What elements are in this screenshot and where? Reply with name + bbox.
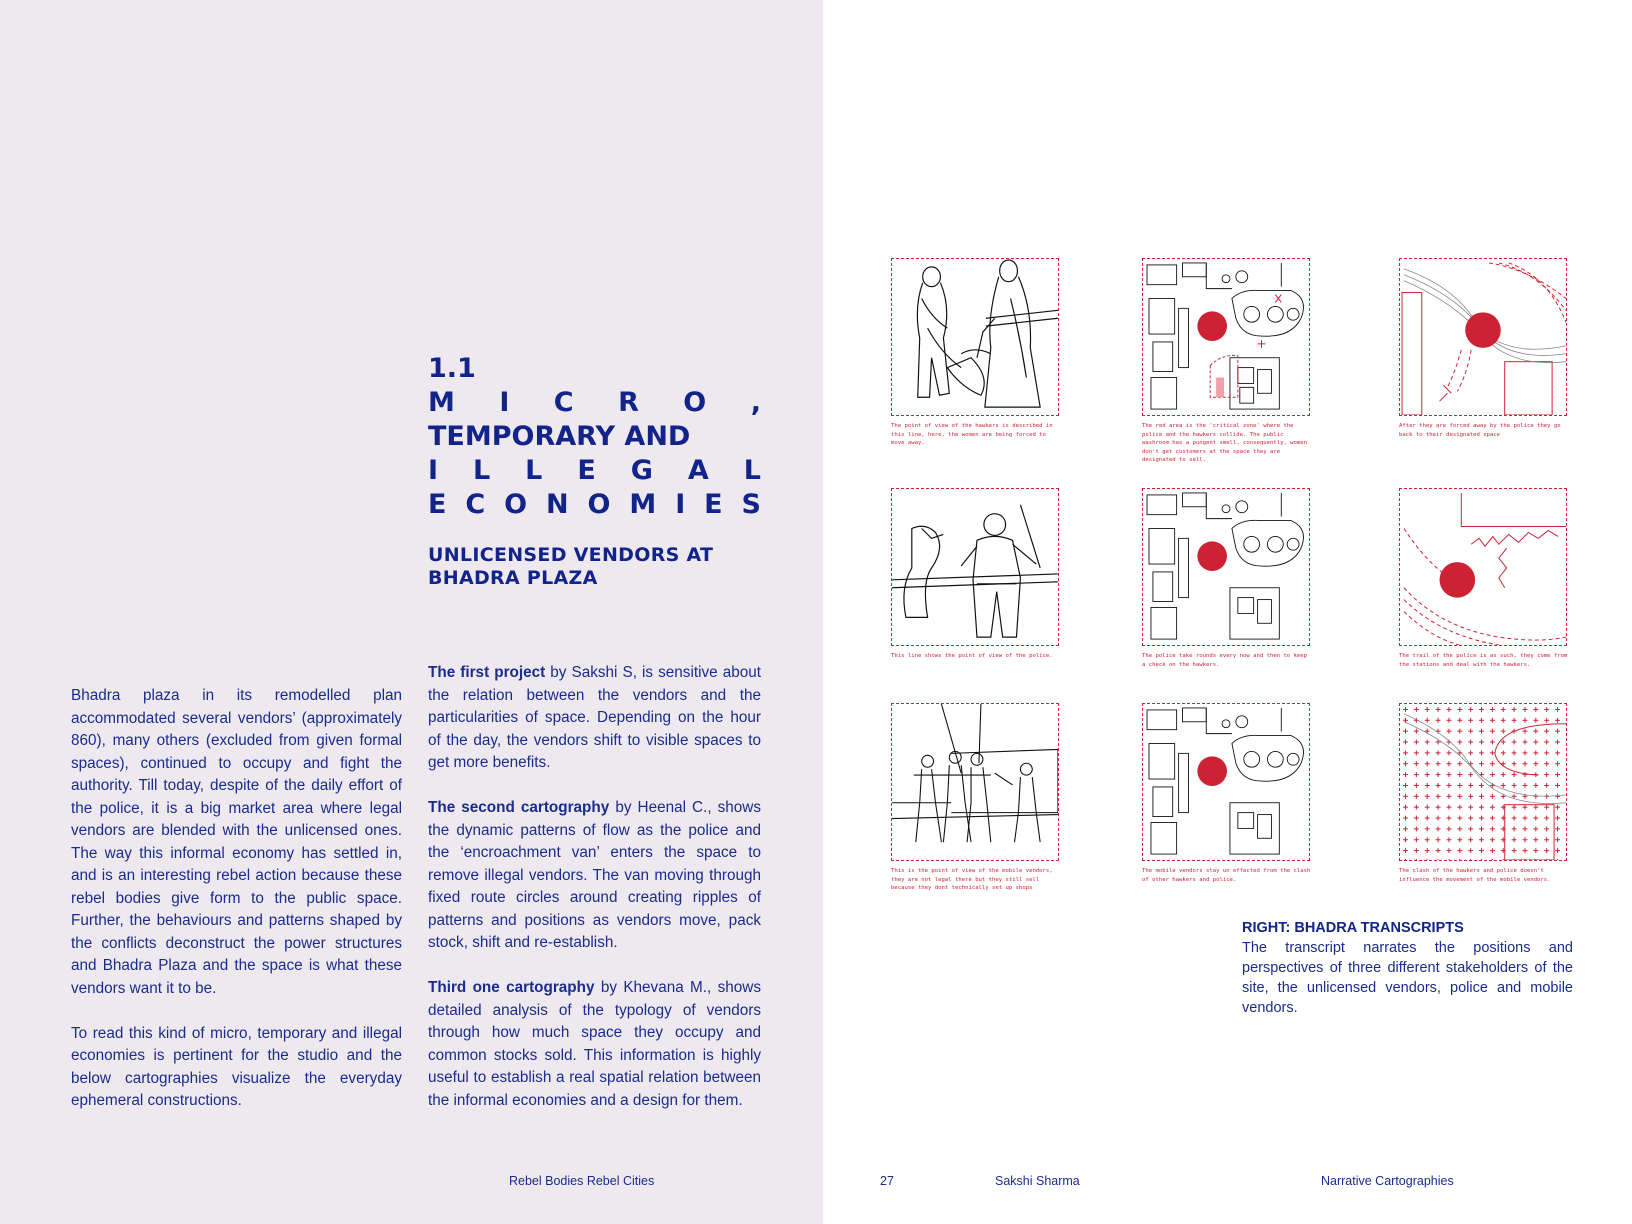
project-text: by Sakshi S, is sensitive about the relation between the vendors and the particularities of space. Depending on the hour of the day, the vendors shift to visible spaces to get more benefits. <box>428 664 761 771</box>
movement-diagram <box>1400 259 1566 415</box>
mobile-vendors-illustration <box>892 704 1058 860</box>
title-letter: I <box>499 387 510 418</box>
pattern-diagram <box>1400 704 1566 860</box>
title-letter: R <box>618 387 639 418</box>
chapter-number: 1.1 <box>428 353 476 384</box>
title-letter: , <box>750 387 761 418</box>
transcript-cell-8 <box>1142 703 1310 884</box>
project-paragraph-1 <box>428 662 761 775</box>
transcript-body: The transcript narrates the positions and perspectives of three different stakeholders of the site, the unlicensed vendors, police and mobile vendors. <box>1242 940 1573 1016</box>
transcript-heading: RIGHT: BHADRA TRANSCRIPTS <box>1242 920 1464 936</box>
site-plan-map <box>1143 259 1309 415</box>
intro-paragraph-1: Bhadra plaza in its remodelled plan accommodated several vendors’ (approximately 860), many others (excluded from given formal spaces), continued to occupy and fight the authority. Till today, despite of the daily effort of the police, it is a big market area where legal vendors are blended with the unlicensed ones. The way this informal economy has settled in, and is an interesting rebel action because these rebel bodies give form to the public space. Further, the behaviours and patterns shaped by the conflicts deconstruct the power structures and Bhadra Plaza and the space is what these vendors want it to be. <box>71 687 402 997</box>
trail-caption: The trail of the police is as such, they come from the stations and deal with the hawkers. <box>1399 653 1568 668</box>
project-paragraph-2 <box>428 797 761 955</box>
police-trail-map <box>1399 488 1567 646</box>
project-paragraph-3 <box>428 977 761 1112</box>
women-vendors-illustration <box>892 259 1058 415</box>
mobile-map-caption: The mobile vendors stay un effected from the clash of other hawkers and police. <box>1142 868 1311 883</box>
title-line-3 <box>428 454 761 488</box>
left-footer: Rebel Bodies Rebel Cities <box>509 1174 655 1188</box>
title-letter: M <box>428 387 455 418</box>
section-name: Narrative Cartographies <box>1321 1174 1454 1188</box>
vendors-sketch <box>891 258 1059 416</box>
project-lead: Third one cartography <box>428 979 595 996</box>
mobile-vendors-sketch <box>891 703 1059 861</box>
title-letter: G <box>630 455 653 486</box>
transcript-cell-2 <box>1142 258 1310 465</box>
map-caption: The red area is the 'critical zone' where the police and the hawkers collide. The public washroom has a pungent smell, consequently, women don't get customers at the space they are designated to sell. <box>1142 423 1308 463</box>
project-text: by Heenal C., shows the dynamic patterns of flow as the police and the ‘encroachment van’ enters the space to remove illegal vendors. The van moving through fixed route circles around creating ripples of patterns and positions as vendors move, pack stock, shift and re-establish. <box>428 799 761 951</box>
right-page <box>823 0 1632 1224</box>
title-line-4 <box>428 488 761 522</box>
site-plan-map <box>1143 489 1309 645</box>
critical-zone-map <box>1142 258 1310 416</box>
transcript-note <box>1242 918 1573 1018</box>
transcript-cell-7 <box>891 703 1059 893</box>
movement-pattern-map <box>1399 703 1567 861</box>
title-letter: I <box>428 455 439 486</box>
project-lead: The first project <box>428 664 546 681</box>
title-line-1 <box>428 386 761 420</box>
title-letter: O <box>683 387 707 418</box>
police-sketch <box>891 488 1059 646</box>
police-rounds-map <box>1142 488 1310 646</box>
chapter-title <box>428 386 761 522</box>
mobile-caption: This is the point of view of the mobile vendors, they are not legal there but they still sell because they dont technically set up shops <box>891 868 1053 891</box>
retreat-path-map <box>1399 258 1567 416</box>
author-name: Sakshi Sharma <box>995 1174 1080 1188</box>
site-plan-map <box>1143 704 1309 860</box>
trail-diagram <box>1400 489 1566 645</box>
title-letter: L <box>525 455 543 486</box>
mobile-vendors-map <box>1142 703 1310 861</box>
chapter-heading <box>428 352 761 590</box>
title-letter: O <box>504 489 528 520</box>
projects-column <box>428 662 761 1135</box>
rounds-caption: The police take rounds every now and then to keep a check on the hawkers. <box>1142 653 1308 668</box>
title-letter: E <box>577 455 596 486</box>
title-letter: C <box>465 489 486 520</box>
title-line-2 <box>428 420 761 454</box>
title-letter: L <box>473 455 491 486</box>
title-letter: O <box>587 489 611 520</box>
title-words: TEMPORARY AND <box>428 421 691 452</box>
page-number: 27 <box>880 1174 894 1188</box>
retreat-caption: After they are forced away by the police they go back to their designated space <box>1399 423 1561 438</box>
intro-paragraph-2: To read this kind of micro, temporary and illegal economies is pertinent for the studio and the below cartographies visualize the everyday ephemeral constructions. <box>71 1024 402 1109</box>
project-text: by Khevana M., shows detailed analysis of the typology of vendors through how much space they occupy and common stocks sold. This information is highly useful to establish a real spatial relation between the informal economies and a design for them. <box>428 979 761 1109</box>
title-letter: L <box>743 455 761 486</box>
title-letter: N <box>546 489 569 520</box>
transcript-cell-6 <box>1399 488 1567 669</box>
transcript-cell-3 <box>1399 258 1567 439</box>
title-letter: I <box>675 489 686 520</box>
pattern-caption: The clash of the hawkers and police doesn't influence the movement of the mobile vendors. <box>1399 868 1551 883</box>
transcript-cell-4 <box>891 488 1059 661</box>
police-illustration <box>892 489 1058 645</box>
transcript-cell-5 <box>1142 488 1310 669</box>
intro-column <box>71 685 402 1135</box>
title-letter: E <box>704 489 723 520</box>
title-letter: A <box>687 455 709 486</box>
title-letter: E <box>428 489 447 520</box>
project-lead: The second cartography <box>428 799 610 816</box>
transcript-cell-1 <box>891 258 1059 448</box>
transcript-cell-9 <box>1399 703 1567 884</box>
chapter-subtitle: UNLICENSED VENDORS AT BHADRA PLAZA <box>428 544 714 589</box>
sketch-caption: The point of view of the hawkers is described in this line, here, the women are being forced to move away. <box>891 423 1053 446</box>
title-letter: C <box>553 387 574 418</box>
title-letter: S <box>741 489 761 520</box>
police-caption: This line shows the point of view of the police. <box>891 653 1053 659</box>
title-letter: M <box>629 489 657 520</box>
